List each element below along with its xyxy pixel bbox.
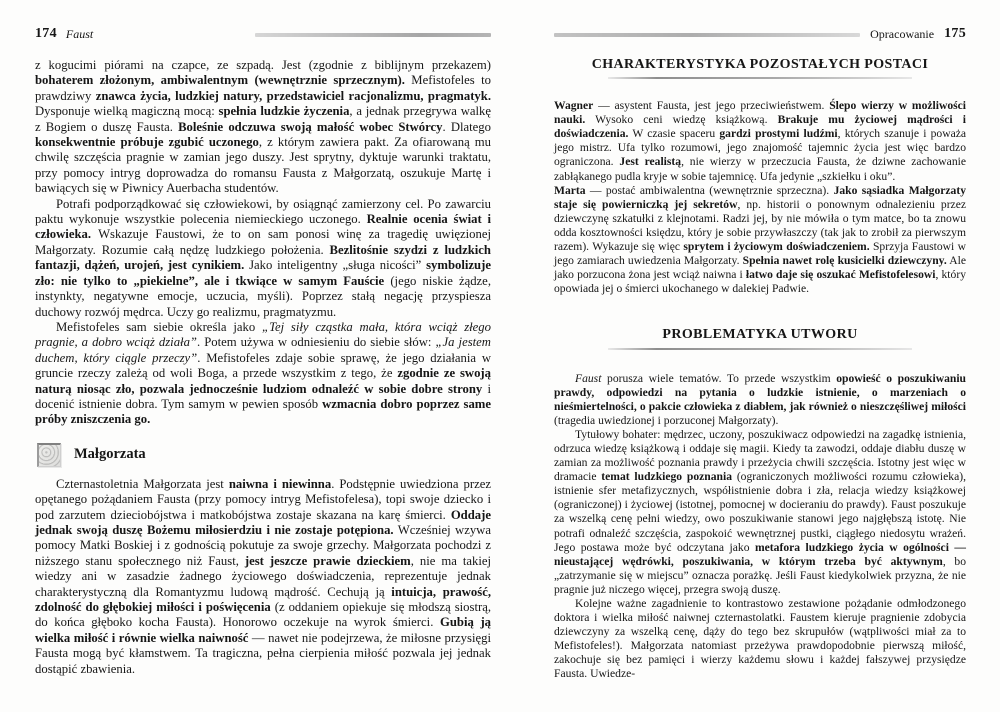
text-run: , np. historii o ponownym odnalezieniu przez dziewczynę szkatułki z klejnotami. Radzi jej, by nie mówiła o tym matce, bo ta znowu odda kosztowności księdzu, który je sobie przywłaszczy (tak jak to zrobił za pierwszym razem). Wykazuje się więc bbox=[554, 197, 966, 254]
text-run: . Podstępnie uwiedziona przez opętanego pożądaniem Fausta (przy pomocy intryg Mefistofelesa), topi swoje dziecko i pod zarzutem dzieciobójstwa i matkobójstwa zostaje skazana na karę śmierci. bbox=[35, 476, 491, 522]
bold-run: Brakuje mu życiowej mądrości i doświadczenia. bbox=[554, 113, 966, 141]
bold-run: gardzi prostymi ludźmi bbox=[719, 127, 838, 141]
chapter-heading-title: CHARAKTERYSTYKA POZOSTAŁYCH POSTACI bbox=[591, 57, 929, 72]
paragraph bbox=[554, 372, 966, 428]
text-run: — postać ambiwalentna (wewnętrznie sprzeczna). bbox=[585, 183, 834, 197]
bold-run: łatwo daje się oszukać Mefistofelesowi bbox=[745, 268, 936, 282]
text-run: Potrafi podporządkować się człowiekowi, by osiągnąć zamierzony cel. Po zawarciu paktu wykonuje wszystkie polecenia niemieckiego uczonego. bbox=[35, 196, 491, 227]
bold-run: Jest realistą bbox=[619, 155, 682, 169]
paragraph bbox=[554, 597, 966, 682]
paragraph bbox=[554, 99, 966, 184]
text-run: i docenić istnienie dobra. Tym samym w pewien sposób bbox=[35, 381, 492, 411]
text-run: . Potem używa w odniesieniu do siebie słów: bbox=[196, 335, 436, 350]
text-run: (ograniczonych możliwości rozumu człowieka), istnienie sfer metafizycznych, współistnienie dobra i zła, relacja wiedzy książkowej (ograniczonej) i życiowej (istotnej, pomocnej w docieraniu do prawdy). Faust poszukuje za wszelką cenę pełni wiedzy, owo poszukiwanie stanowi jego najgłębszą istotę. Nie potrafi odnaleźć szczęścia, zaspokoić wewnętrznej pustki, ciągłego niedosytu wrażeń. Jego postawa może być odczytana jako bbox=[554, 470, 966, 554]
text-run: (tragedia uwiedzionej i porzuconej Małgorzaty). bbox=[554, 413, 779, 427]
page-header-left bbox=[35, 22, 491, 46]
bold-run: bohaterem złożonym, ambiwalentnym (wewnętrznie sprzecznym). bbox=[35, 73, 405, 88]
paragraph bbox=[35, 477, 491, 677]
italic-run: Faust bbox=[575, 371, 602, 385]
text-run: Sprzyja Faustowi w jego zamiarach uwiedzenia Małgorzaty. bbox=[554, 240, 966, 268]
text-run: Mefistofeles sam siebie określa jako bbox=[56, 319, 263, 334]
text-run: porusza wiele tematów. To przede wszystkim bbox=[601, 371, 837, 385]
text-run: Czternastoletnia Małgorzata jest bbox=[56, 476, 229, 491]
bold-run: zgodnie ze swoją naturą niosąc zło, pozwala jednocześnie ludziom odnaleźć w sobie dobre strony bbox=[35, 366, 491, 396]
header-rule-left bbox=[255, 33, 491, 37]
text-run: z kogucimi piórami na czapce, ze szpadą. Jest (zgodnie z biblijnym przekazem) bbox=[35, 58, 491, 72]
chapter-heading-title: PROBLEMATYKA UTWORU bbox=[662, 327, 858, 343]
text-run: . Dlatego bbox=[442, 119, 491, 134]
text-run: W czasie spaceru bbox=[628, 127, 720, 141]
running-title-right: Opracowanie bbox=[870, 26, 935, 41]
text-run: , nie wierzy w przeczucia Fausta, że dziwne zachowanie zabłąkanego pudla kryje w sobie tajemnicę. Ufa jedynie „szkiełku i oku”. bbox=[554, 155, 966, 183]
text-run: Dysponuje wielką magiczną mocą: bbox=[35, 104, 219, 119]
ornament-square-icon bbox=[37, 443, 61, 467]
page-header-right bbox=[554, 22, 966, 46]
italic-run: „Ja jestem duchem, który ciągle przeczy” bbox=[35, 335, 491, 365]
text-run: Wcześniej wzywa pomocy Matki Boskiej i z godnością pokutuje za swoje grzechy. Małgorzata pochodzi z niższego stanu społecznego niż Faust, bbox=[35, 522, 491, 568]
paragraph bbox=[554, 428, 966, 597]
bold-run: spełnia ludzkie życzenia bbox=[218, 104, 350, 119]
page-left bbox=[35, 22, 491, 677]
text-run: — nawet nie podejrzewa, że miłosne przysięgi Fausta mogą być kłamstwem. Ta tragiczna, pełna cierpienia miłość pozwala jej jednak dostąpić zbawienia. bbox=[35, 630, 491, 676]
bold-run: Marta bbox=[554, 183, 586, 197]
page-body-left bbox=[35, 58, 491, 677]
chapter-heading bbox=[554, 328, 966, 349]
section-heading bbox=[37, 443, 491, 467]
bold-run: sprytem i życiowym doświadczeniem. bbox=[683, 240, 870, 254]
bold-run: jest jeszcze prawie dzieckiem bbox=[244, 553, 411, 568]
bold-run: konsekwentnie próbuje zgubić uczonego bbox=[35, 135, 259, 150]
paragraph bbox=[35, 197, 491, 320]
page-number-right: 175 bbox=[944, 26, 966, 41]
text-run: (z oddaniem opiekuje się młodszą siostrą, do końca głęboko kocha Fausta). Honorowo oczekuje na wyrok śmierci. bbox=[35, 600, 492, 630]
page-body-right bbox=[554, 58, 966, 682]
text-run: , a jednak przegrywa walkę z Bogiem o duszę Fausta. bbox=[35, 104, 491, 134]
text-run: , których szanuje i poważa jego mistrz. Ufa tylko rozumowi, jego znajomość tajemnic życia jest więc bardzo ograniczona. bbox=[554, 127, 967, 169]
paragraph bbox=[35, 58, 491, 197]
running-title-left: Faust bbox=[65, 26, 94, 41]
paragraph bbox=[554, 184, 966, 297]
bold-run: Ślepo wierzy w możliwości nauki. bbox=[554, 99, 967, 127]
bold-run: znawca życia, ludzkiej natury, przedstawiciel racjonalizmu, pragmatyk. bbox=[95, 88, 491, 103]
text-run: Wskazuje Faustowi, że to on sam ponosi winę za tragedię uwięzionej Małgorzaty. Rozumie całą nędzę ludzkiego położenia. bbox=[35, 227, 491, 257]
bold-run: Boleśnie odczuwa swoją małość wobec Stwórcy bbox=[178, 119, 443, 134]
text-run: Wysoko ceni wiedzę książkową. bbox=[585, 113, 778, 127]
text-run: , bo „zatrzymanie się w miejscu” oznacza porażkę. Jeśli Faust kiedykolwiek przyzna, że nie pragnie już niczego więcej, przegra swoją duszę. bbox=[554, 554, 967, 596]
text-run: Ale jako porzucona żona jest wciąż naiwna i bbox=[554, 254, 967, 282]
bold-run: temat ludzkiego poznania bbox=[601, 470, 733, 484]
bold-run: metafora ludzkiego życia w ogólności — nieustającej wędrówki, poszukiwania, w którym trzeba być aktywnym bbox=[554, 540, 966, 568]
bold-run: Realnie ocenia świat i człowieka. bbox=[35, 212, 491, 242]
section-heading-title: Małgorzata bbox=[74, 446, 146, 463]
chapter-heading bbox=[554, 58, 966, 79]
bold-run: wzmacnia dobro poprzez same próby zniszczenia go. bbox=[35, 396, 491, 427]
text-run: , z którym zawiera pakt. Za ofiarowaną mu chwilę szczęścia pragnie w zamian jego duszy. Jest sprytny, dyktuje warunki traktatu, przy pomocy intryg doprowadza do romansu Fausta z Małgorzatą, oszukuje Martę i bawiących się w Piwnicy Auerbacha studentów. bbox=[35, 135, 491, 196]
header-rule-right bbox=[554, 33, 860, 37]
bold-run: Oddaje jednak swoją duszę Bożemu miłosierdziu i nie zostaje potępiona. bbox=[35, 507, 491, 537]
text-run: . Mefistofeles zdaje sobie sprawę, że jego działania w gruncie rzeczy zależą od woli Boga, a przede wszystkim z tego, że bbox=[35, 350, 491, 381]
text-run: Mefistofeles to prawdziwy bbox=[35, 73, 491, 103]
heading-rule bbox=[608, 348, 913, 350]
bold-run: symbolizuje zło: nie tylko to „piekielne”, ale i tkwiące w samym Fauście bbox=[35, 258, 491, 288]
page-right bbox=[554, 22, 966, 682]
text-run: (jego niskie żądze, instynkty, negatywne emocje, uczucia, myśli). Poprzez stałą negację przyspiesza duchowy rozwój mędrca. Uczy go realizmu, pragmatyzmu. bbox=[35, 273, 491, 319]
page-number-left: 174 bbox=[35, 26, 57, 41]
text-run: Jako inteligentny „sługa nicości” bbox=[244, 258, 427, 273]
bold-run: naiwna i niewinna bbox=[228, 476, 332, 491]
bold-run: Gubią ją wielka miłość i równie wielka naiwność bbox=[35, 615, 492, 645]
italic-run: „Tej siły cząstka mała, która wciąż złego pragnie, a dobro wciąż działa” bbox=[35, 319, 491, 350]
heading-rule bbox=[608, 77, 913, 79]
bold-run: intuicja, prawość, zdolność do głębokiej miłości i poświęcenia bbox=[35, 584, 491, 614]
text-run: , nie ma takiej wiedzy ani w zasadzie żadnego życiowego doświadczenia, reprezentuje jednak charakterystyczną dla Romantyzmu ludową mądrość. Cechują ją bbox=[35, 553, 492, 599]
text-run: , który opowiada jej o śmierci ukochanego w dalekiej Padwie. bbox=[554, 268, 966, 296]
text-run: Kolejne ważne zagadnienie to kontrastowo zestawione pożądanie odmłodzonego doktora i wielka miłość naiwnej czternastolatki. Faustem kieruje pragnienie zdobycia dziewczyny za wszelką cenę, dąży do tego bez skrupułów (wątpliwości miał za to Mefistofeles!). Małgorzata natomiast przeżywa prawdopodobnie pierwszą miłość, zakochuje się bez pamięci i wierzy każdemu słowu i każdej fałszywej przysiędze Fausta. Uwiedze- bbox=[554, 597, 966, 681]
bold-run: Wagner bbox=[554, 99, 594, 113]
text-run: Tytułowy bohater: mędrzec, uczony, poszukiwacz odpowiedzi na zagadkę istnienia, odrzuca wiedzę książkową i oddaje się magii. Kiedy ta zawodzi, oddaje diabłu duszę w zamian za możliwość poznania prawdy i przeżycia chwili szczęścia. Istotny jest więc w dramacie bbox=[554, 427, 966, 484]
bold-run: Jako sąsiadka Małgorzaty staje się powierniczką jej sekretów bbox=[554, 183, 966, 211]
bold-run: Bezlitośnie szydzi z ludzkich fantazji, dążeń, urojeń, jest cynikiem. bbox=[35, 242, 491, 273]
bold-run: opowieść o poszukiwaniu prawdy, odpowiedzi na pytania o ludzkie istnienie, o marzeniach o nieśmiertelności, o pakcie człowieka z diabłem, jak również o nieszczęśliwej miłości bbox=[554, 371, 966, 413]
text-run: — asystent Fausta, jest jego przeciwieństwem. bbox=[593, 99, 830, 113]
paragraph bbox=[35, 320, 491, 428]
bold-run: Spełnia nawet rolę kusicielki dziewczyny. bbox=[742, 254, 947, 268]
